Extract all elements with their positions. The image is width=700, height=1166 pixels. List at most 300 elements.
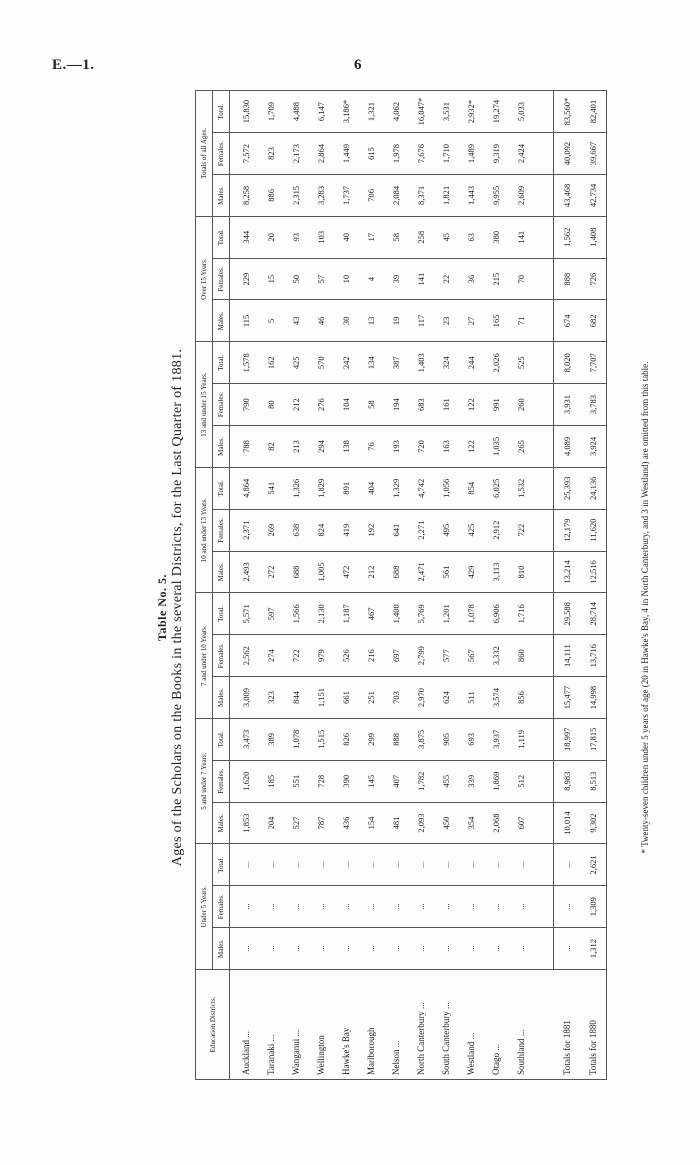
table-cell: ...: [483, 844, 508, 886]
sex-subheader: Males.: [213, 928, 230, 970]
table-cell: 6,147: [308, 91, 333, 133]
table-cell: 693: [458, 718, 483, 760]
table-cell: 82,401: [580, 91, 607, 133]
table-cell: 561: [433, 551, 458, 593]
table-cell: 15: [258, 258, 283, 300]
table-cell: ...: [554, 844, 581, 886]
table-cell: 891: [333, 467, 358, 509]
table-cell: 3,283: [308, 174, 333, 216]
table-cell: ...: [433, 928, 458, 970]
rotated-table-region: [155, 90, 675, 1125]
table-cell: ...: [458, 886, 483, 928]
table-cell: 12,179: [554, 509, 581, 551]
table-cell: 2,424: [508, 133, 533, 175]
table-cell: 6,906: [483, 593, 508, 635]
table-cell: 194: [383, 384, 408, 426]
table-cell: 511: [458, 677, 483, 719]
table-cell: 46: [308, 300, 333, 342]
table-cell: 4: [358, 258, 383, 300]
table-cell: 2,609: [508, 174, 533, 216]
table-row: [483, 91, 508, 1080]
table-cell: ...: [308, 844, 333, 886]
table-cell: 860: [508, 635, 533, 677]
table-cell: 2,026: [483, 342, 508, 384]
table-cell: 2,471: [408, 551, 433, 593]
table-cell: 567: [458, 635, 483, 677]
table-cell: 979: [308, 635, 333, 677]
table-cell: 2,970: [408, 677, 433, 719]
ages-table: [195, 90, 607, 1080]
table-cell: 9,955: [483, 174, 508, 216]
table-cell: 1,620: [230, 760, 259, 802]
table-cell: 1,737: [333, 174, 358, 216]
table-cell: 14,111: [554, 635, 581, 677]
table-cell: 58: [383, 216, 408, 258]
table-cell: 512: [508, 760, 533, 802]
table-row: [408, 91, 433, 1080]
table-row: [358, 91, 383, 1080]
table-cell: ...: [408, 886, 433, 928]
table-cell: 726: [580, 258, 607, 300]
table-cell: 260: [508, 384, 533, 426]
sex-subheader: Females.: [213, 384, 230, 426]
table-row: [508, 91, 533, 1080]
district-name: Westland ...: [458, 970, 483, 1080]
table-cell: 886: [258, 174, 283, 216]
table-cell: 607: [508, 802, 533, 844]
table-cell: 4,864: [230, 467, 259, 509]
table-cell: ...: [554, 886, 581, 928]
district-name: Wanganui ...: [283, 970, 308, 1080]
table-cell: ...: [483, 886, 508, 928]
table-cell: 387: [383, 342, 408, 384]
table-cell: 888: [554, 258, 581, 300]
table-cell: 3,009: [230, 677, 259, 719]
table-cell: 76: [358, 426, 383, 468]
age-group-header: Totals of all Ages.: [196, 91, 213, 217]
table-cell: 390: [333, 760, 358, 802]
table-cell: 251: [358, 677, 383, 719]
table-cell: 192: [358, 509, 383, 551]
table-cell: 1,078: [458, 593, 483, 635]
sex-subheader: Males.: [213, 802, 230, 844]
table-cell: 13: [358, 300, 383, 342]
table-cell: 3,473: [230, 718, 259, 760]
table-cell: 1,078: [283, 718, 308, 760]
table-cell: 39,667: [580, 133, 607, 175]
sex-subheader: Females.: [213, 258, 230, 300]
age-group-header: 13 and under 15 Years.: [196, 342, 213, 468]
table-cell: 165: [483, 300, 508, 342]
page-number: 6: [354, 57, 362, 73]
sex-subheader: Total.: [213, 467, 230, 509]
table-cell: 4,089: [554, 426, 581, 468]
table-cell: 15,477: [554, 677, 581, 719]
table-cell: 274: [258, 635, 283, 677]
table-cell: 324: [433, 342, 458, 384]
table-cell: 641: [383, 509, 408, 551]
table-title: Ages of the Scholars on the Books in the several Districts, for the Last Quarter of 1881.: [170, 348, 185, 867]
table-cell: 63: [458, 216, 483, 258]
table-cell: 3,931: [554, 384, 581, 426]
table-cell: 212: [283, 384, 308, 426]
table-cell: ...: [433, 844, 458, 886]
table-cell: 1,408: [580, 216, 607, 258]
table-row: [458, 91, 483, 1080]
table-cell: ...: [333, 844, 358, 886]
table-cell: 10: [333, 258, 358, 300]
table-cell: 787: [308, 802, 333, 844]
sex-subheader: Total.: [213, 593, 230, 635]
table-cell: 429: [458, 551, 483, 593]
table-cell: 10,014: [554, 802, 581, 844]
table-cell: 419: [333, 509, 358, 551]
table-cell: 3,783: [580, 384, 607, 426]
table-cell: 40,092: [554, 133, 581, 175]
table-cell: 810: [508, 551, 533, 593]
table-cell: ...: [383, 844, 408, 886]
table-cell: ...: [333, 928, 358, 970]
table-cell: 36: [458, 258, 483, 300]
table-cell: 856: [508, 677, 533, 719]
table-cell: 527: [283, 802, 308, 844]
table-cell: 19,274: [483, 91, 508, 133]
sex-subheader: Total.: [213, 216, 230, 258]
district-name: North Canterbury ...: [408, 970, 433, 1080]
table-cell: 323: [258, 677, 283, 719]
table-cell: 826: [333, 718, 358, 760]
district-name: Auckland ...: [230, 970, 259, 1080]
table-cell: 2,093: [408, 802, 433, 844]
table-cell: 1,329: [383, 467, 408, 509]
table-cell: 5,033: [508, 91, 533, 133]
table-cell: 117: [408, 300, 433, 342]
table-cell: 1,829: [308, 467, 333, 509]
sex-subheader: Total.: [213, 342, 230, 384]
table-cell: 389: [258, 718, 283, 760]
table-cell: 1,005: [308, 551, 333, 593]
table-cell: 299: [358, 718, 383, 760]
district-name: Taranaki ...: [258, 970, 283, 1080]
table-cell: 29,588: [554, 593, 581, 635]
table-row: [230, 91, 259, 1080]
table-cell: 1,562: [554, 216, 581, 258]
table-cell: ...: [358, 844, 383, 886]
table-cell: 344: [230, 216, 259, 258]
table-cell: 380: [483, 216, 508, 258]
district-name: Hawke's Bay: [333, 970, 358, 1080]
table-cell: 9,302: [580, 802, 607, 844]
table-cell: 6,025: [483, 467, 508, 509]
table-cell: 688: [383, 551, 408, 593]
table-cell: ...: [408, 844, 433, 886]
table-cell: 481: [383, 802, 408, 844]
table-cell: 790: [230, 384, 259, 426]
table-cell: 703: [383, 677, 408, 719]
table-cell: 215: [483, 258, 508, 300]
sex-subheader: Females.: [213, 760, 230, 802]
table-cell: 2,130: [308, 593, 333, 635]
table-cell: 70: [508, 258, 533, 300]
table-cell: 570: [308, 342, 333, 384]
table-cell: 1,400: [383, 593, 408, 635]
table-cell: 2,562: [230, 635, 259, 677]
table-cell: 80: [258, 384, 283, 426]
age-group-header: 5 and under 7 Years.: [196, 718, 213, 844]
table-cell: 83,560*: [554, 91, 581, 133]
table-cell: 991: [483, 384, 508, 426]
table-cell: ...: [433, 886, 458, 928]
district-column-header: Education Districts.: [196, 970, 230, 1080]
table-cell: 2,932*: [458, 91, 483, 133]
age-group-header: 7 and under 10 Years.: [196, 593, 213, 719]
sex-subheader: Females.: [213, 509, 230, 551]
table-cell: 3,332: [483, 635, 508, 677]
table-row: [258, 91, 283, 1080]
table-cell: ...: [230, 844, 259, 886]
table-cell: 258: [408, 216, 433, 258]
table-cell: 5: [258, 300, 283, 342]
table-cell: 185: [258, 760, 283, 802]
table-cell: 8,258: [230, 174, 259, 216]
sex-subheader: Males.: [213, 174, 230, 216]
table-cell: 193: [383, 426, 408, 468]
table-cell: 39: [383, 258, 408, 300]
table-cell: 161: [433, 384, 458, 426]
table-cell: 1,532: [508, 467, 533, 509]
district-name: Wellington: [308, 970, 333, 1080]
table-cell: 103: [308, 216, 333, 258]
table-cell: 404: [358, 467, 383, 509]
table-cell: 7,572: [230, 133, 259, 175]
table-cell: 339: [458, 760, 483, 802]
table-cell: 706: [358, 174, 383, 216]
table-cell: 138: [333, 426, 358, 468]
table-cell: 229: [230, 258, 259, 300]
sex-subheader: Males.: [213, 551, 230, 593]
table-cell: 122: [458, 426, 483, 468]
page-series: E.—1.: [52, 57, 95, 73]
table-cell: 28,714: [580, 593, 607, 635]
table-cell: 122: [458, 384, 483, 426]
table-cell: 688: [283, 551, 308, 593]
table-cell: 2,068: [483, 802, 508, 844]
district-name: South Canterbury ...: [433, 970, 458, 1080]
table-cell: 141: [508, 216, 533, 258]
table-cell: 1,853: [230, 802, 259, 844]
table-cell: 5,571: [230, 593, 259, 635]
table-cell: 15,830: [230, 91, 259, 133]
table-cell: 526: [333, 635, 358, 677]
table-cell: 17: [358, 216, 383, 258]
sex-subheader: Females.: [213, 133, 230, 175]
table-cell: 13,716: [580, 635, 607, 677]
table-cell: 272: [258, 551, 283, 593]
table-cell: 11,620: [580, 509, 607, 551]
table-cell: 115: [230, 300, 259, 342]
table-cell: 141: [408, 258, 433, 300]
table-cell: 1,869: [483, 760, 508, 802]
table-cell: 638: [283, 509, 308, 551]
table-cell: 93: [283, 216, 308, 258]
table-cell: 1,119: [508, 718, 533, 760]
table-cell: 212: [358, 551, 383, 593]
table-cell: 2,912: [483, 509, 508, 551]
table-cell: 244: [458, 342, 483, 384]
table-cell: 42,734: [580, 174, 607, 216]
age-group-header: 10 and under 13 Years.: [196, 467, 213, 593]
sex-subheader: Males.: [213, 300, 230, 342]
table-cell: 163: [433, 426, 458, 468]
table-cell: 728: [308, 760, 333, 802]
table-cell: 1,443: [458, 174, 483, 216]
table-cell: 1,312: [580, 928, 607, 970]
table-cell: 467: [358, 593, 383, 635]
table-cell: 16,047*: [408, 91, 433, 133]
table-cell: ...: [230, 886, 259, 928]
table-cell: 1,201: [433, 593, 458, 635]
table-cell: 276: [308, 384, 333, 426]
table-cell: 204: [258, 802, 283, 844]
table-cell: 8,020: [554, 342, 581, 384]
table-cell: ...: [230, 928, 259, 970]
table-cell: 722: [508, 509, 533, 551]
table-cell: 1,309: [580, 886, 607, 928]
table-cell: ...: [458, 928, 483, 970]
table-cell: 1,151: [308, 677, 333, 719]
table-cell: 4,488: [283, 91, 308, 133]
table-cell: ...: [508, 928, 533, 970]
table-cell: 1,821: [433, 174, 458, 216]
table-cell: ...: [383, 928, 408, 970]
table-cell: 577: [433, 635, 458, 677]
table-cell: 9,319: [483, 133, 508, 175]
table-cell: 58: [358, 384, 383, 426]
table-cell: 7,676: [408, 133, 433, 175]
table-row: [433, 91, 458, 1080]
table-cell: 104: [333, 384, 358, 426]
district-name: Nelson ...: [383, 970, 408, 1080]
table-cell: 823: [258, 133, 283, 175]
table-cell: 905: [433, 718, 458, 760]
table-cell: 720: [408, 426, 433, 468]
table-cell: 888: [383, 718, 408, 760]
table-cell: 682: [580, 300, 607, 342]
table-cell: 25,393: [554, 467, 581, 509]
table-cell: 1,515: [308, 718, 333, 760]
table-cell: 269: [258, 509, 283, 551]
table-cell: 597: [258, 593, 283, 635]
table-number: Table No. 5.: [155, 574, 169, 641]
table-cell: 13,214: [554, 551, 581, 593]
table-cell: 18,997: [554, 718, 581, 760]
spacer-row: [533, 91, 554, 1080]
table-cell: 624: [433, 677, 458, 719]
district-name: Totals for 1881: [554, 970, 581, 1080]
table-cell: 2,084: [383, 174, 408, 216]
table-cell: 824: [308, 509, 333, 551]
sex-subheader: Total.: [213, 844, 230, 886]
table-cell: 71: [508, 300, 533, 342]
table-cell: 27: [458, 300, 483, 342]
table-cell: 354: [458, 802, 483, 844]
district-name: Southland ...: [508, 970, 533, 1080]
table-row: [283, 91, 308, 1080]
table-cell: 722: [283, 635, 308, 677]
table-cell: 4,742: [408, 467, 433, 509]
table-cell: 23: [433, 300, 458, 342]
table-cell: 12,516: [580, 551, 607, 593]
district-name: Totals for 1880: [580, 970, 607, 1080]
table-cell: 3,937: [483, 718, 508, 760]
table-cell: 1,716: [508, 593, 533, 635]
table-cell: 3,531: [433, 91, 458, 133]
table-cell: 30: [333, 300, 358, 342]
table-cell: 43,468: [554, 174, 581, 216]
table-cell: ...: [333, 886, 358, 928]
table-cell: 551: [283, 760, 308, 802]
table-cell: 45: [433, 216, 458, 258]
table-cell: 8,371: [408, 174, 433, 216]
table-cell: 2,799: [408, 635, 433, 677]
table-cell: 1,709: [258, 91, 283, 133]
table-cell: 697: [383, 635, 408, 677]
table-cell: 495: [433, 509, 458, 551]
table-cell: ...: [483, 928, 508, 970]
table-cell: 1,326: [283, 467, 308, 509]
table-cell: 844: [283, 677, 308, 719]
table-cell: 2,173: [283, 133, 308, 175]
table-cell: 450: [433, 802, 458, 844]
sex-subheader: Males.: [213, 677, 230, 719]
table-cell: 43: [283, 300, 308, 342]
table-cell: 854: [458, 467, 483, 509]
table-cell: 407: [383, 760, 408, 802]
table-cell: 154: [358, 802, 383, 844]
table-cell: 455: [433, 760, 458, 802]
table-cell: ...: [458, 844, 483, 886]
table-cell: ...: [508, 844, 533, 886]
table-cell: 1,710: [433, 133, 458, 175]
table-cell: ...: [258, 886, 283, 928]
table-cell: ...: [358, 928, 383, 970]
table-cell: 24,136: [580, 467, 607, 509]
table-cell: 436: [333, 802, 358, 844]
table-footnote: * Twenty-seven children under 5 years of age (20 in Hawke's Bay, 4 in North Canterbury, and 3 in Westland) are omitted from this table.: [640, 361, 650, 854]
table-cell: ...: [508, 886, 533, 928]
table-row: [333, 91, 358, 1080]
table-cell: 3,875: [408, 718, 433, 760]
table-cell: 1,578: [230, 342, 259, 384]
table-row: [554, 91, 581, 1080]
sex-subheader: Females.: [213, 635, 230, 677]
table-cell: 265: [508, 426, 533, 468]
table-cell: 8,983: [554, 760, 581, 802]
table-cell: 788: [230, 426, 259, 468]
table-cell: 20: [258, 216, 283, 258]
table-cell: 17,815: [580, 718, 607, 760]
sex-subheader: Females.: [213, 886, 230, 928]
table-cell: ...: [283, 844, 308, 886]
table-cell: 3,113: [483, 551, 508, 593]
table-cell: 3,924: [580, 426, 607, 468]
table-cell: 8,513: [580, 760, 607, 802]
table-row: [383, 91, 408, 1080]
table-row: [308, 91, 333, 1080]
sex-subheader: Total.: [213, 718, 230, 760]
table-cell: 57: [308, 258, 333, 300]
district-name: Marlborough: [358, 970, 383, 1080]
